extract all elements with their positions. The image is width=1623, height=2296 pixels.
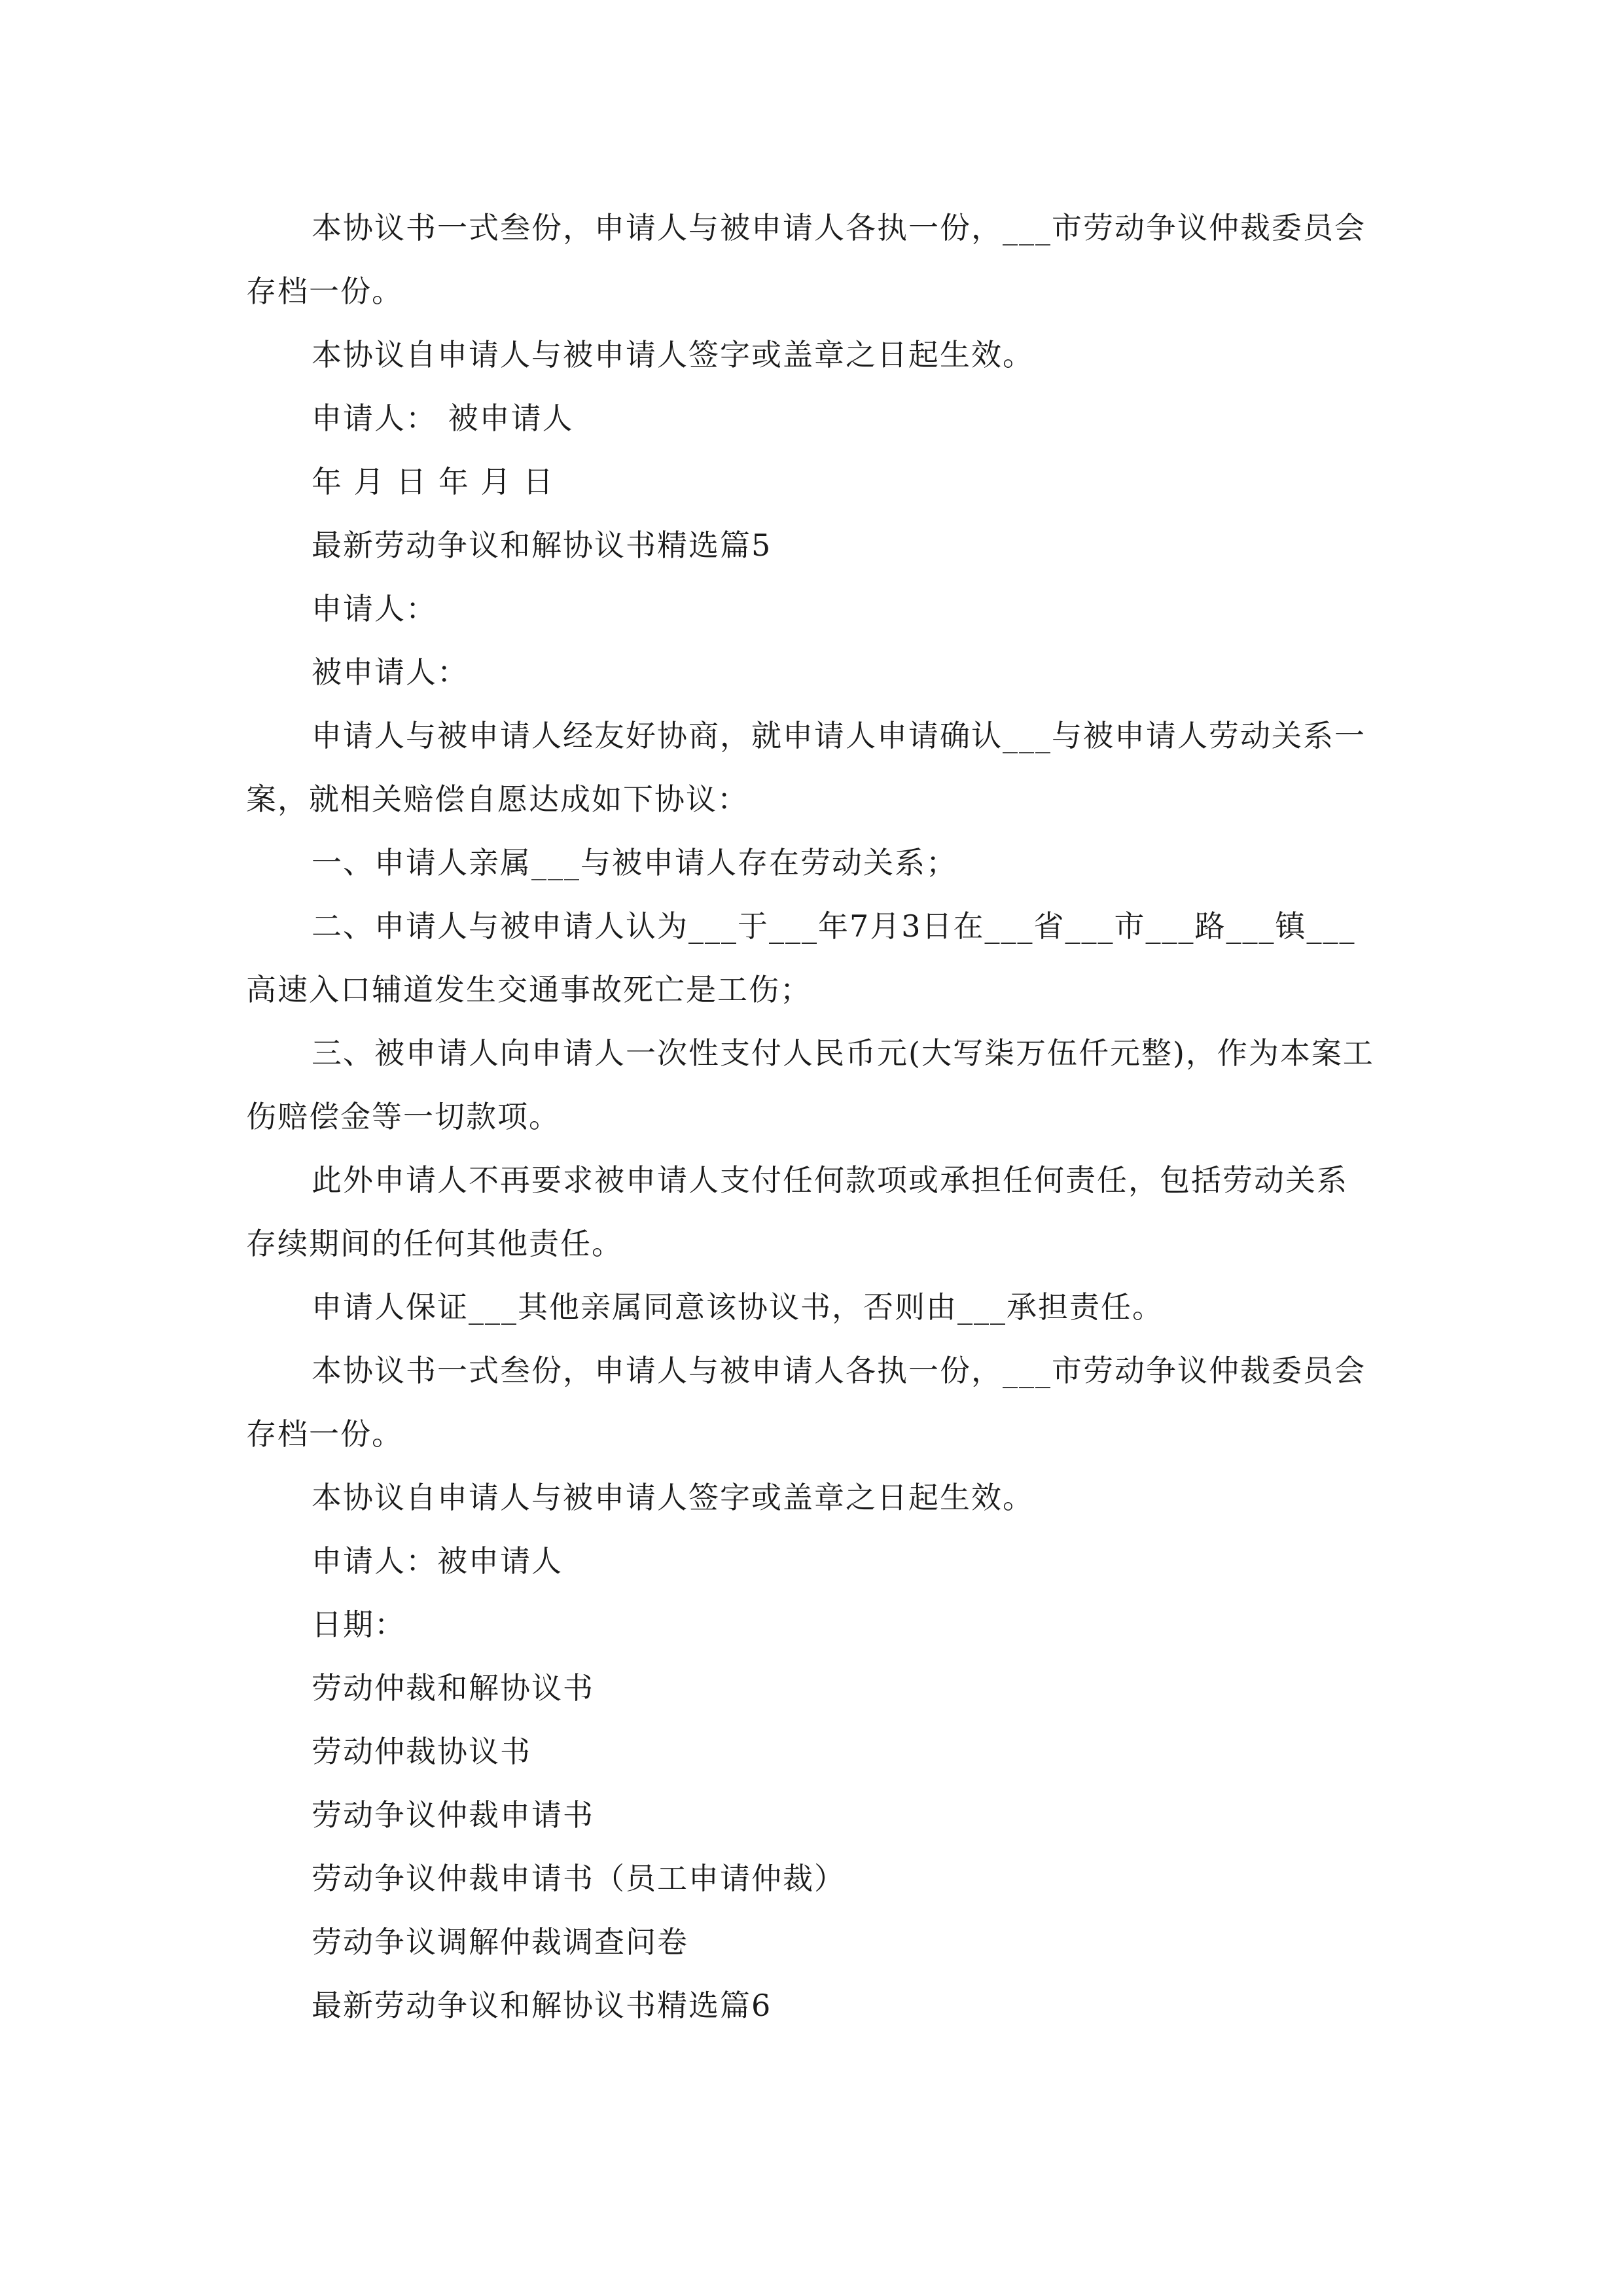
related-title-4: 劳动争议仲裁申请书（员工申请仲裁） <box>312 1861 846 1896</box>
related-title-5: 劳动争议调解仲裁调查问卷 <box>312 1924 688 1960</box>
paragraph-additional: 此外申请人不再要求被申请人支付任何款项或承担任何责任，包括劳动关系存续期间的任何其他责任。 <box>246 1162 1348 1261</box>
related-title-1: 劳动仲裁和解协议书 <box>312 1670 594 1706</box>
section-heading: 最新劳动争议和解协议书精选篇5 <box>312 528 772 563</box>
paragraph-intro: 申请人与被申请人经友好协商，就申请人申请确认___与被申请人劳动关系一案，就相关赔偿自愿达成如下协议： <box>246 718 1366 817</box>
signature-line-2: 申请人：被申请人 <box>312 1543 563 1579</box>
paragraph-copies-2: 本协议书一式叁份，申请人与被申请人各执一份，___市劳动争议仲裁委员会存档一份。 <box>246 1353 1366 1452</box>
date-field: 日期： <box>312 1607 406 1642</box>
paragraph-effective-2: 本协议自申请人与被申请人签字或盖章之日起生效。 <box>312 1480 1034 1515</box>
signature-line: 申请人： 被申请人 <box>312 401 574 436</box>
paragraph-effective: 本协议自申请人与被申请人签字或盖章之日起生效。 <box>312 337 1034 372</box>
related-title-3: 劳动争议仲裁申请书 <box>312 1797 594 1833</box>
clause-1: 一、申请人亲属___与被申请人存在劳动关系； <box>312 845 957 880</box>
document-body <box>246 196 1378 2037</box>
clause-2: 二、申请人与被申请人认为___于___年7月3日在___省___市___路___镇___高速入口辅道发生交通事故死亡是工伤； <box>246 908 1356 1007</box>
related-title-2: 劳动仲裁协议书 <box>312 1734 531 1769</box>
paragraph-guarantee: 申请人保证___其他亲属同意该协议书，否则由___承担责任。 <box>312 1289 1164 1325</box>
paragraph-copies: 本协议书一式叁份，申请人与被申请人各执一份，___市劳动争议仲裁委员会存档一份。 <box>246 210 1366 309</box>
date-line: 年 月 日 年 月 日 <box>312 464 555 499</box>
clause-3: 三、被申请人向申请人一次性支付人民币元(大写柒万伍仟元整)，作为本案工伤赔偿金等一切款项。 <box>246 1035 1374 1134</box>
section-heading-2: 最新劳动争议和解协议书精选篇6 <box>312 1988 772 2023</box>
applicant-field: 申请人： <box>312 591 437 626</box>
respondent-field: 被申请人： <box>312 655 469 690</box>
